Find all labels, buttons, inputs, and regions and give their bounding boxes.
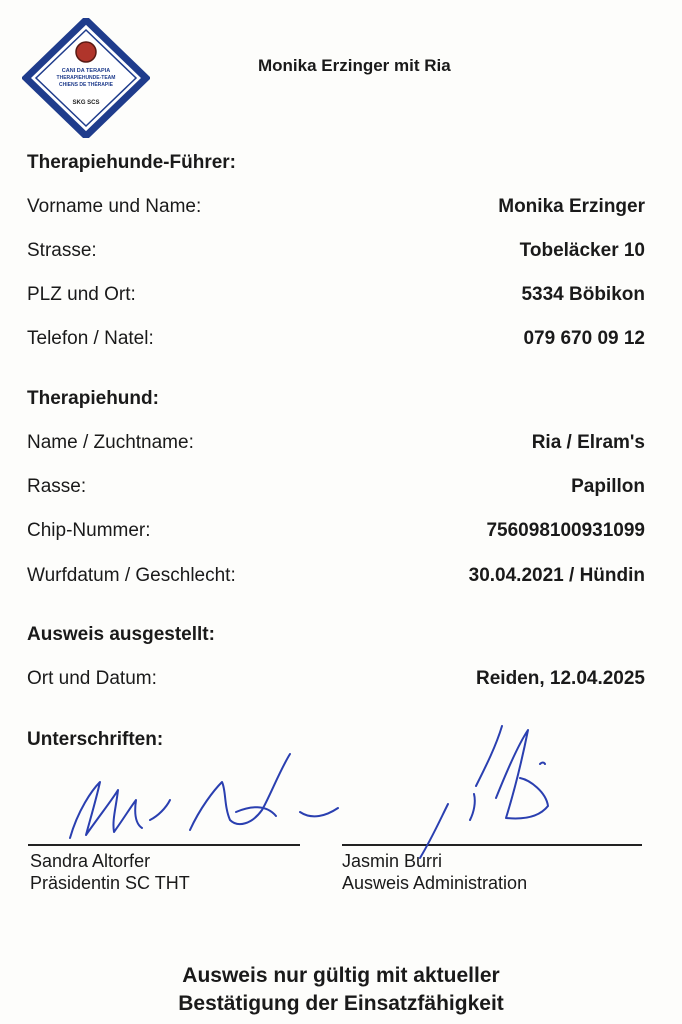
validity-notice [0,962,682,1018]
handler-name-value: Monika Erzinger [498,196,645,217]
signer-left-role: Präsidentin SC THT [30,873,190,893]
logo-text-2: THERAPIEHUNDE-TEAM [56,75,116,81]
validity-notice-line-2: Bestätigung der Einsatzfähigkeit [178,992,504,1015]
signature-right [420,730,548,858]
signer-left-block [30,850,190,894]
validity-notice-line-1: Ausweis nur gültig mit aktueller [182,964,500,987]
signer-right-name: Jasmin Burri [342,851,443,871]
logo-text-1: CANI DA TERAPIA [61,68,111,74]
signer-right-block [342,850,527,894]
logo-text-4: SKG SCS [72,100,100,106]
dog-heading: Therapiehund: [27,388,159,409]
handler-heading: Therapiehunde-Führer: [27,152,237,173]
signer-right-role: Ausweis Administration [342,873,528,893]
handler-city-label: PLZ und Ort: [27,284,136,305]
dog-name-label: Name / Zuchtname: [27,432,194,453]
logo-text-3: CHIENS DE THÉRAPIE [59,82,113,88]
handler-name-label: Vorname und Name: [27,196,202,217]
signature-scribbles [0,720,682,860]
dog-chip-label: Chip-Nummer: [27,520,151,541]
page-title: Monika Erzinger mit Ria [258,56,451,75]
dog-chip-value: 756098100931099 [486,520,645,541]
signer-left-name: Sandra Altorfer [30,851,151,871]
issued-heading: Ausweis ausgestellt: [27,624,215,645]
handler-city-value: 5334 Böbikon [521,284,645,305]
signature-right-flourish [476,726,502,786]
issued-place-date-value: Reiden, 12.04.2025 [476,668,645,689]
signatures-heading: Unterschriften: [27,729,164,750]
logo-diamond-icon [22,18,150,138]
issued-place-date-label: Ort und Datum: [27,668,157,689]
handler-phone-value: 079 670 09 12 [523,328,645,349]
dog-birth-label: Wurfdatum / Geschlecht: [27,565,236,586]
signature-left [70,754,338,838]
handler-street-label: Strasse: [27,240,97,261]
handler-street-value: Tobeläcker 10 [519,240,645,261]
dog-birth-value: 30.04.2021 / Hündin [468,565,645,586]
handler-phone-label: Telefon / Natel: [27,328,154,349]
dog-breed-value: Papillon [571,476,645,497]
dog-name-value: Ria / Elram's [531,432,645,453]
association-logo [22,18,150,138]
dog-breed-label: Rasse: [27,476,87,497]
